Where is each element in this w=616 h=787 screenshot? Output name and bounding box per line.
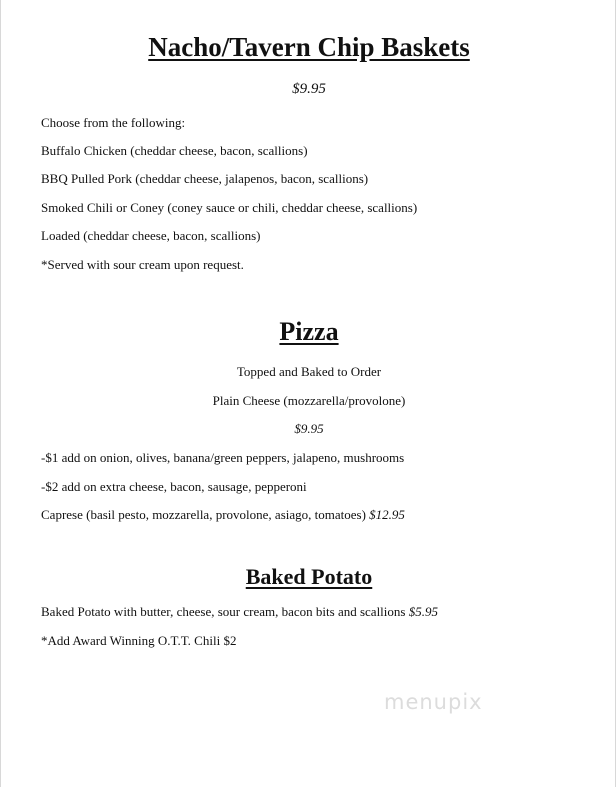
potato-item [41,604,438,620]
pizza-subtitle: Topped and Baked to Order [236,364,382,379]
nacho-item-loaded: Loaded (cheddar cheese, bacon, scallions) [41,228,261,243]
pizza-section-title: Pizza [279,317,339,346]
pizza-addon-1: -$1 add on onion, olives, banana/green peppers, jalapeno, mushrooms [41,450,405,465]
pizza-caprese [41,507,405,523]
nacho-section-title: Nacho/Tavern Chip Baskets [148,32,470,62]
nacho-choose-text: Choose from the following: [41,115,186,130]
nacho-note: *Served with sour cream upon request. [41,257,244,272]
nacho-item-bbq-pulled-pork: BBQ Pulled Pork (cheddar cheese, jalapenos, bacon, scallions) [41,171,369,186]
pizza-price: $9.95 [294,421,324,436]
menupix-watermark: menupix [384,690,483,714]
potato-section-title: Baked Potato [245,564,373,589]
nacho-item-smoked-chili: Smoked Chili or Coney (coney sauce or chili, cheddar cheese, scallions) [41,200,418,215]
pizza-caprese-label: Caprese (basil pesto, mozzarella, provolone, asiago, tomatoes) [41,507,366,522]
potato-addon: *Add Award Winning O.T.T. Chili $2 [41,633,237,648]
pizza-addon-2: -$2 add on extra cheese, bacon, sausage, pepperoni [41,479,307,494]
nacho-item-buffalo-chicken: Buffalo Chicken (cheddar cheese, bacon, scallions) [41,143,308,158]
pizza-caprese-price: $12.95 [369,507,405,522]
potato-item-price: $5.95 [408,604,438,619]
nacho-price: $9.95 [292,81,326,97]
potato-item-label: Baked Potato with butter, cheese, sour cream, bacon bits and scallions [41,604,406,619]
pizza-plain-cheese: Plain Cheese (mozzarella/provolone) [212,393,406,408]
